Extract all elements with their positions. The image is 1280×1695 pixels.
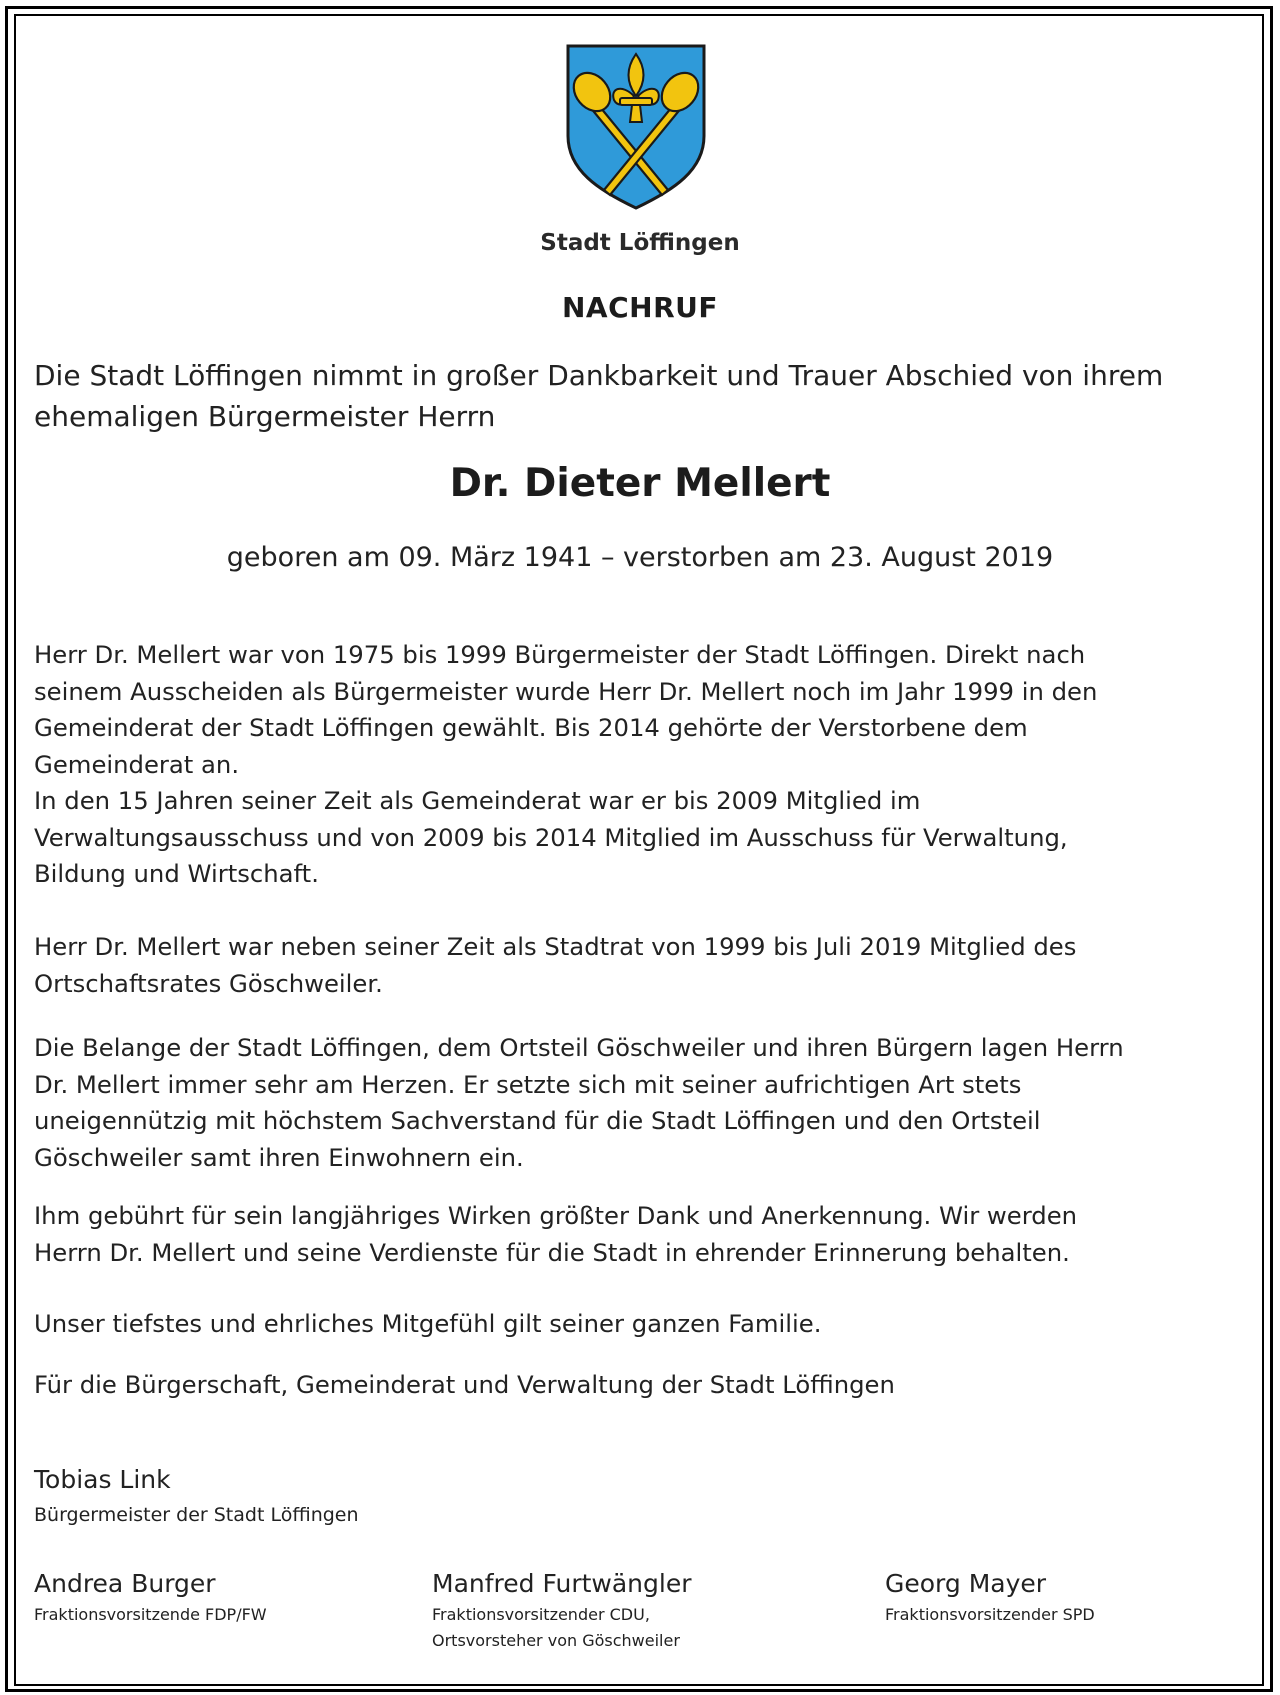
signatory-name: Manfred Furtwängler xyxy=(432,1569,692,1598)
signatory-role: Fraktionsvorsitzender CDU, Ortsvorsteher von Göschweiler xyxy=(432,1605,680,1650)
mayor-role: Bürgermeister der Stadt Löffingen xyxy=(34,1504,359,1526)
mayor-name: Tobias Link xyxy=(34,1465,171,1494)
paragraph-local-council: Herr Dr. Mellert war neben seiner Zeit als Stadtrat von 1999 bis Juli 2019 Mitglied des Ortschaftsrates Göschweiler. xyxy=(34,932,1077,998)
signatory-role: Fraktionsvorsitzende FDP/FW xyxy=(34,1605,267,1624)
paragraph-condolence: Unser tiefstes und ehrliches Mitgefühl gilt seiner ganzen Familie. xyxy=(34,1309,822,1338)
signatory-name: Georg Mayer xyxy=(885,1569,1047,1598)
paragraph-on-behalf: Für die Bürgerschaft, Gemeinderat und Verwaltung der Stadt Löffingen xyxy=(34,1370,895,1399)
paragraph-career: Herr Dr. Mellert war von 1975 bis 1999 Bürgermeister der Stadt Löffingen. Direkt nach seinem Ausscheiden als Bürgermeister wurde Herr Dr. Mellert noch im Jahr 1999 in den Gemeinderat der Stadt Löffingen gewählt. Bis 2014 gehörte der Verstorbene dem Gemeinderat an. In den 15 Jahren seiner Zeit als Gemeinderat war er bis 2009 Mitglied im Verwaltungsausschuss und von 2009 bis 2014 Mitglied im Ausschuss für Verwaltung, Bildung und Wirtschaft. xyxy=(34,640,1098,888)
deceased-name: Dr. Dieter Mellert xyxy=(449,461,831,506)
page-title: NACHRUF xyxy=(561,291,718,324)
paragraph-commitment: Die Belange der Stadt Löffingen, dem Ortsteil Göschweiler und ihren Bürgern lagen Herrn Dr. Mellert immer sehr am Herzen. Er setzte sich mit seiner aufrichtigen Art stets uneigennützig mit höchstem Sachverstand für die Stadt Löffingen und den Ortsteil Göschweiler samt ihren Einwohnern ein. xyxy=(34,1033,1124,1172)
coat-of-arms-icon xyxy=(556,40,716,212)
paragraph-gratitude: Ihm gebührt für sein langjähriges Wirken größter Dank und Anerkennung. Wir werden Herrn Dr. Mellert und seine Verdienste für die Stadt in ehrender Erinnerung behalten. xyxy=(34,1201,1078,1267)
life-dates: geboren am 09. März 1941 – verstorben am 23. August 2019 xyxy=(226,542,1054,573)
town-name: Stadt Löffingen xyxy=(540,230,740,256)
intro-text: Die Stadt Löffingen nimmt in großer Dankbarkeit und Trauer Abschied von ihrem ehemaligen Bürgermeister Herrn xyxy=(34,359,1164,433)
signatory-role: Fraktionsvorsitzender SPD xyxy=(885,1605,1095,1624)
signatory-name: Andrea Burger xyxy=(34,1569,216,1598)
